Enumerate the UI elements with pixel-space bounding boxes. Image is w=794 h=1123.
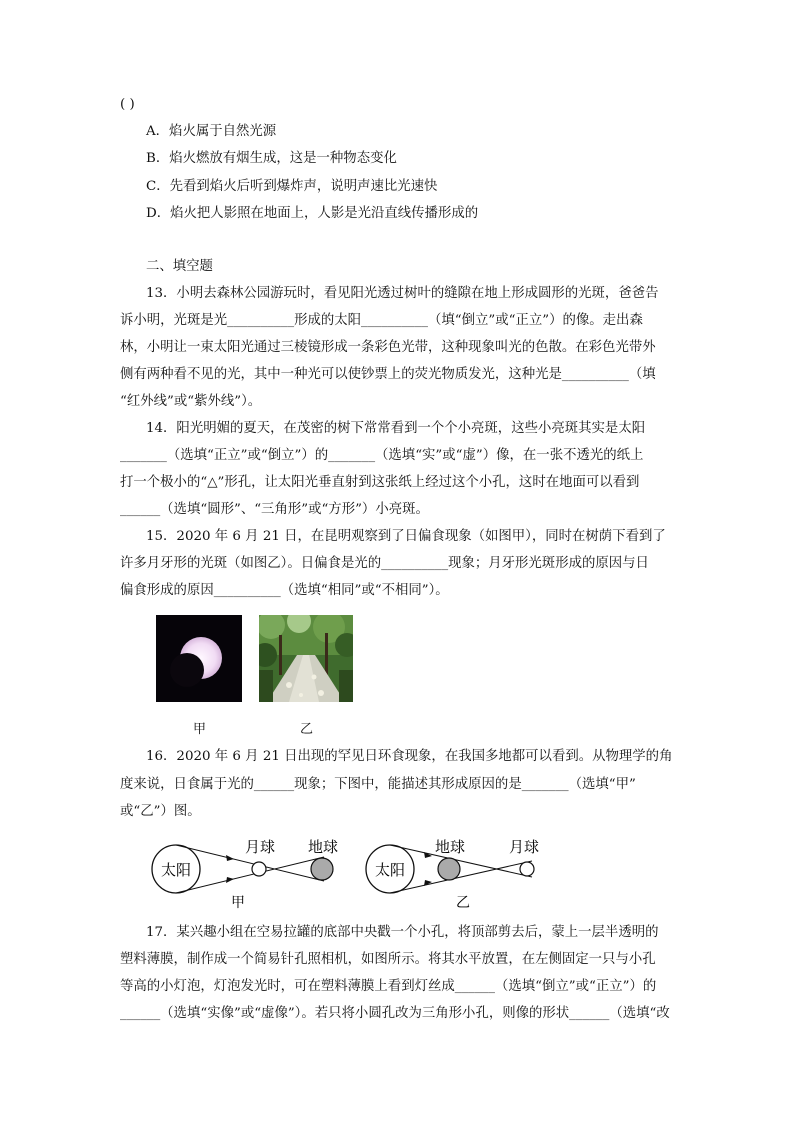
q13-line-5: “红外线”或“紫外线”）。 (120, 394, 262, 409)
section-title: 二、填空题 (146, 259, 213, 274)
caption-yi: 乙 (300, 722, 314, 737)
q17-line-4: ______（选填“实像”或“虚像”）。若只将小圆孔改为三角形小孔，则像的形状______（选填“改 (120, 1006, 670, 1021)
option-c: C．先看到焰火后听到爆炸声，说明声速比光速快 (146, 179, 438, 194)
answer-paren: ( ) (120, 97, 135, 112)
moon-label-jia: 月球 (244, 838, 276, 856)
option-a: A．焰火属于自然光源 (146, 124, 277, 139)
option-b: B．焰火燃放有烟生成，这是一种物态变化 (146, 151, 397, 166)
diagram-caption-jia: 甲 (231, 895, 245, 911)
diagram-caption-yi: 乙 (456, 895, 470, 911)
sun-label-jia: 太阳 (160, 861, 192, 879)
q17-line-3: 等高的小灯泡，灯泡发光时，可在塑料薄膜上看到灯丝成______（选填“倒立”或“正立”）的 (120, 979, 657, 994)
option-d: D．焰火把人影照在地面上，人影是光沿直线传播形成的 (146, 206, 479, 221)
eclipse-diagram-jia (148, 830, 348, 915)
caption-jia: 甲 (193, 722, 207, 737)
earth-label-jia: 地球 (307, 838, 339, 856)
q14-line-4: ______（选填“圆形”、“三角形”或“方形”）小亮斑。 (120, 502, 429, 517)
q13-line-4: 侧有两种看不见的光，其中一种光可以使钞票上的荧光物质发光，这种光是__________（填 (120, 367, 656, 382)
moon-label-yi: 月球 (508, 838, 540, 856)
q15-line-1: 15．2020 年 6 月 21 日，在昆明观察到了日偏食现象（如图甲），同时在树荫下看到了 (146, 529, 666, 544)
q16-line-1: 16．2020 年 6 月 21 日出现的罕见日环食现象，在我国多地都可以看到。从物理学的角 (146, 749, 673, 764)
q16-line-3: 或“乙”）图。 (120, 804, 201, 819)
q16-line-2: 度来说，日食属于光的______现象；下图中，能描述其形成原因的是_______（选填“甲” (120, 777, 636, 792)
partial-eclipse-photo (156, 615, 242, 702)
eclipse-diagram-yi (362, 830, 552, 915)
q14-line-1: 14．阳光明媚的夏天，在茂密的树下常常看到一个个小亮斑，这些小亮斑其实是太阳 (146, 421, 646, 436)
q13-line-2: 诉小明，光斑是光__________形成的太阳__________（填“倒立”或“正立”）的像。走出森 (120, 313, 643, 328)
earth-label-yi: 地球 (434, 838, 466, 856)
q14-line-2: _______（选填“正立”或“倒立”）的_______（选填“实”或“虚”）像，在一张不透光的纸上 (120, 448, 644, 463)
q17-line-1: 17．某兴趣小组在空易拉罐的底部中央戳一个小孔，将顶部剪去后，蒙上一层半透明的 (146, 925, 659, 940)
q15-line-3: 偏食形成的原因__________（选填“相同”或“不相同”）。 (120, 583, 449, 598)
tree-shade-photo (259, 615, 353, 702)
sun-label-yi: 太阳 (374, 861, 406, 879)
q17-line-2: 塑料薄膜，制作成一个简易针孔照相机，如图所示。将其水平放置，在左侧固定一只与小孔 (120, 952, 656, 967)
q13-line-1: 13．小明去森林公园游玩时，看见阳光透过树叶的缝隙在地上形成圆形的光斑，爸爸告 (146, 286, 659, 301)
q15-line-2: 许多月牙形的光斑（如图乙）。日偏食是光的__________现象；月牙形光斑形成的原因与日 (120, 556, 649, 571)
q14-line-3: 打一个极小的“△”形孔，让太阳光垂直射到这张纸上经过这个小孔，这时在地面可以看到 (120, 475, 640, 490)
q13-line-3: 林，小明让一束太阳光通过三棱镜形成一条彩色光带，这种现象叫光的色散。在彩色光带外 (120, 340, 656, 355)
